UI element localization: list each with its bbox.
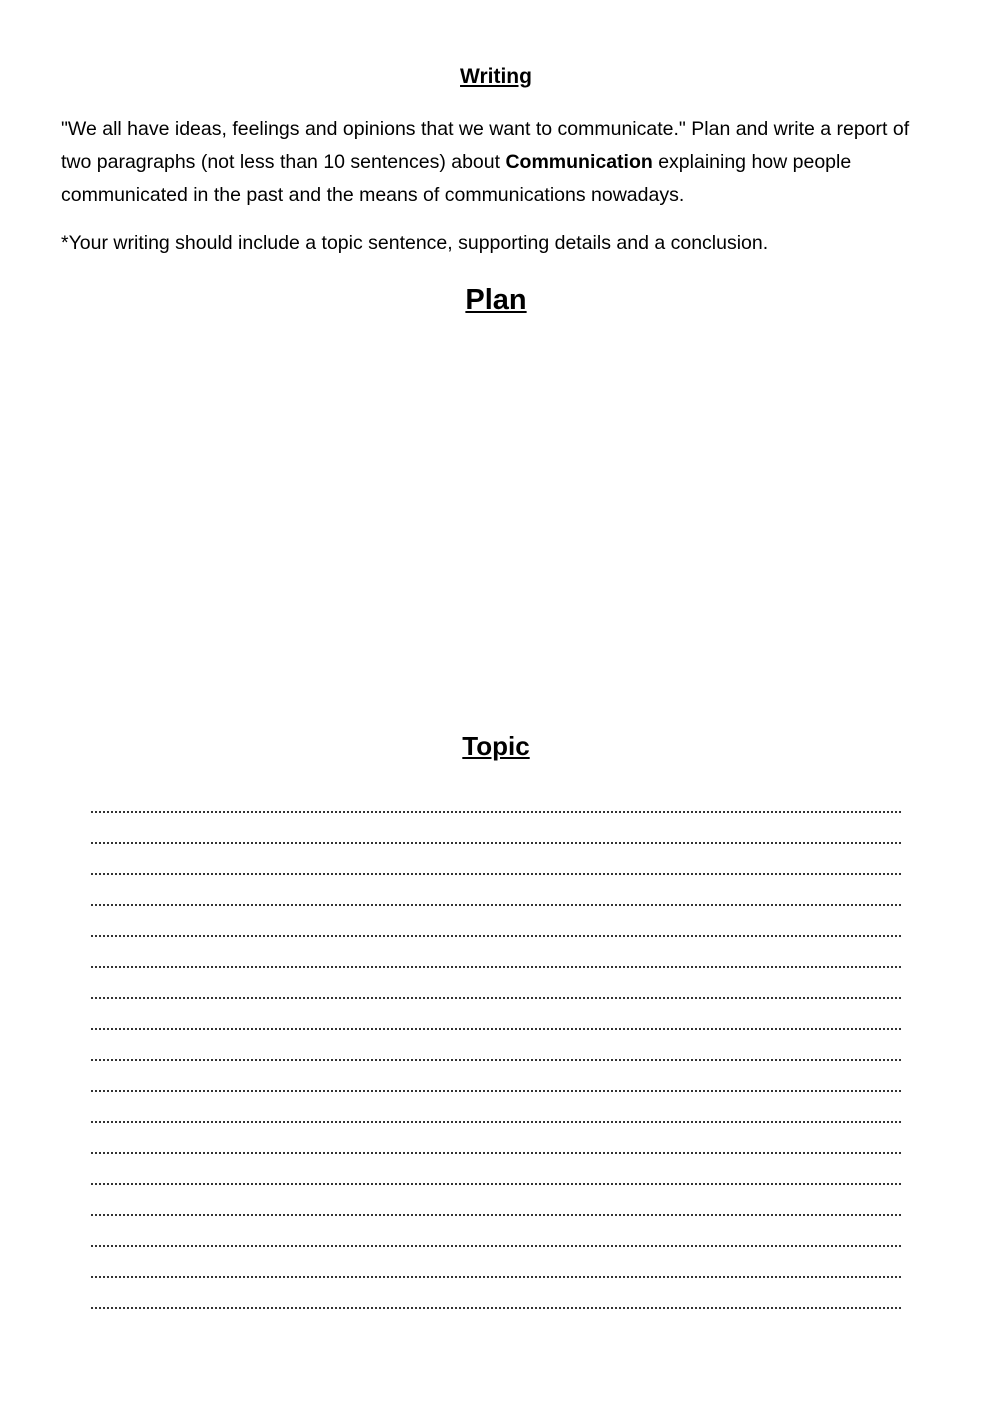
plan-area[interactable] — [61, 330, 931, 720]
writing-line[interactable] — [91, 1222, 901, 1253]
writing-instruction: *Your writing should include a topic sentence, supporting details and a conclusion. — [61, 232, 769, 254]
writing-line[interactable] — [91, 1098, 901, 1129]
writing-line[interactable] — [91, 974, 901, 1005]
writing-line[interactable] — [91, 850, 901, 881]
writing-line[interactable] — [91, 1284, 901, 1315]
writing-line[interactable] — [91, 881, 901, 912]
prompt-keyword: Communication — [505, 151, 653, 173]
writing-line[interactable] — [91, 943, 901, 974]
writing-line[interactable] — [91, 1005, 901, 1036]
writing-line[interactable] — [91, 819, 901, 850]
writing-lines[interactable] — [91, 788, 903, 1315]
writing-line[interactable] — [91, 1191, 901, 1222]
writing-line[interactable] — [91, 1160, 901, 1191]
plan-heading: Plan — [465, 284, 527, 316]
worksheet-title: Writing — [460, 65, 532, 88]
writing-line[interactable] — [91, 788, 901, 819]
writing-line[interactable] — [91, 1036, 901, 1067]
writing-line[interactable] — [91, 1067, 901, 1098]
writing-line[interactable] — [91, 912, 901, 943]
writing-line[interactable] — [91, 1253, 901, 1284]
writing-prompt — [61, 113, 931, 212]
topic-heading: Topic — [462, 731, 530, 761]
prompt-rest: explaining how people communicated in the past and the means of communications nowadays. — [61, 151, 852, 206]
writing-line[interactable] — [91, 1129, 901, 1160]
prompt-quote: "We all have ideas, feelings and opinions that we want to communicate." Plan and write a report of two paragraphs (not less than 10 sentences) about — [61, 118, 910, 173]
